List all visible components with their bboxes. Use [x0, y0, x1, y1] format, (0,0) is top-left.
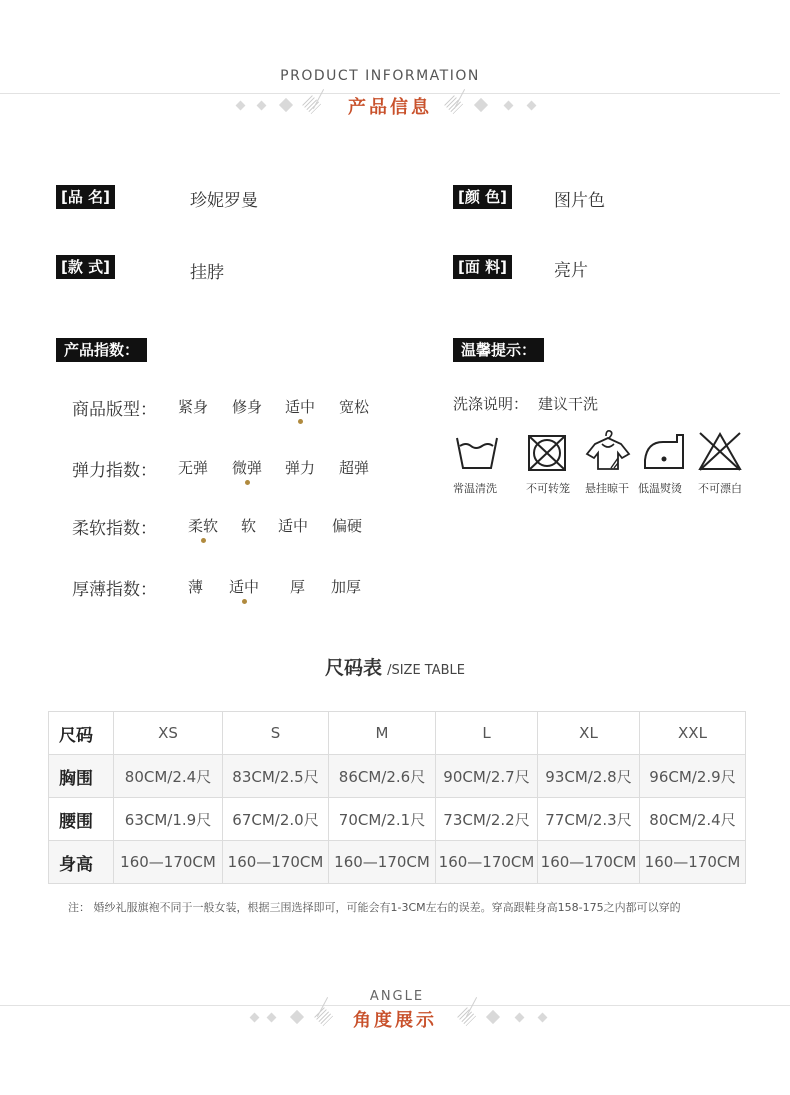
- size-row-label: 腰围: [49, 798, 114, 841]
- no-tumble-dry-icon: [527, 434, 567, 476]
- size-cell: 63CM/1.9尺: [114, 798, 223, 841]
- size-header-cell: XS: [114, 712, 223, 755]
- size-cell: 160—170CM: [538, 841, 640, 884]
- size-cell: 90CM/2.7尺: [436, 755, 538, 798]
- size-cell: 160—170CM: [436, 841, 538, 884]
- style-value: 挂脖: [190, 263, 224, 283]
- size-table-title: [0, 653, 790, 680]
- index-option: 适中: [278, 517, 309, 535]
- wash-instruction-value: 建议干洗: [538, 395, 599, 413]
- index-row-label: 弹力指数：: [72, 461, 157, 481]
- index-option: 修身: [232, 398, 263, 416]
- size-header-cell: XL: [538, 712, 640, 755]
- size-cell: 160—170CM: [329, 841, 436, 884]
- size-cell: 70CM/2.1尺: [329, 798, 436, 841]
- table-row: [49, 841, 746, 884]
- index-option: 弹力: [285, 459, 316, 477]
- size-cell: 160—170CM: [640, 841, 746, 884]
- index-option: 宽松: [339, 398, 370, 416]
- index-row-label: 商品版型：: [72, 400, 157, 420]
- selected-indicator-dot: [242, 599, 247, 604]
- index-row-label: 柔软指数：: [72, 519, 157, 539]
- index-option: 偏硬: [332, 517, 363, 535]
- size-cell: 73CM/2.2尺: [436, 798, 538, 841]
- size-header-cell: S: [223, 712, 329, 755]
- index-option: 适中: [229, 578, 260, 596]
- iron-low-icon: [643, 432, 685, 476]
- selected-indicator-dot: [245, 480, 250, 485]
- size-header-label: 尺码: [49, 712, 114, 755]
- angle-title-en: ANGLE: [369, 989, 425, 1004]
- size-cell: 80CM/2.4尺: [114, 755, 223, 798]
- size-header-cell: M: [329, 712, 436, 755]
- size-table-title-en: /SIZE TABLE: [387, 663, 466, 678]
- index-option: 厚: [290, 578, 306, 596]
- size-note: 注： 婚纱礼服旗袍不同于一般女装，根据三围选择即可，可能会有1-3CM左右的误差。穿高跟鞋身高158-175之内都可以穿的: [68, 901, 681, 914]
- size-table-title-cn: 尺码表: [324, 657, 382, 679]
- size-cell: 83CM/2.5尺: [223, 755, 329, 798]
- no-bleach-icon: [697, 430, 743, 476]
- care-label-wash: 常温清洗: [453, 482, 497, 495]
- index-option: 紧身: [178, 398, 209, 416]
- index-row-label: 厚薄指数：: [72, 580, 157, 600]
- index-option: 加厚: [331, 578, 362, 596]
- size-cell: 80CM/2.4尺: [640, 798, 746, 841]
- size-cell: 77CM/2.3尺: [538, 798, 640, 841]
- selected-indicator-dot: [298, 419, 303, 424]
- fabric-value: 亮片: [554, 261, 588, 281]
- index-option: 薄: [188, 578, 204, 596]
- index-option: 软: [241, 517, 257, 535]
- index-option: 超弹: [339, 459, 370, 477]
- size-table: [48, 711, 746, 884]
- tag-style: [款 式]: [56, 255, 115, 279]
- care-tips-tag: 温馨提示：: [453, 338, 544, 362]
- product-info-title-en: PRODUCT INFORMATION: [280, 68, 480, 84]
- care-label-hang-dry: 悬挂晾干: [585, 482, 629, 495]
- tag-fabric: [面 料]: [453, 255, 512, 279]
- size-row-label: 身高: [49, 841, 114, 884]
- care-label-iron: 低温熨烫: [638, 482, 682, 495]
- angle-title-cn: 角度展示: [353, 1010, 437, 1031]
- size-cell: 86CM/2.6尺: [329, 755, 436, 798]
- table-row: [49, 798, 746, 841]
- index-option: 适中: [285, 398, 316, 416]
- index-option: 柔软: [188, 517, 219, 535]
- size-cell: 160—170CM: [223, 841, 329, 884]
- product-name-value: 珍妮罗曼: [190, 191, 258, 211]
- size-cell: 67CM/2.0尺: [223, 798, 329, 841]
- wash-instruction-label: 洗涤说明：: [453, 395, 529, 413]
- index-option: 无弹: [178, 459, 209, 477]
- product-info-title-cn: 产品信息: [348, 97, 432, 118]
- tag-product-name: [品 名]: [56, 185, 115, 209]
- wash-tub-icon: [455, 434, 499, 476]
- care-label-no-bleach: 不可漂白: [698, 482, 742, 495]
- size-cell: 160—170CM: [114, 841, 223, 884]
- size-header-cell: XXL: [640, 712, 746, 755]
- table-row: [49, 755, 746, 798]
- size-cell: 96CM/2.9尺: [640, 755, 746, 798]
- selected-indicator-dot: [201, 538, 206, 543]
- tag-color: [颜 色]: [453, 185, 512, 209]
- index-option: 微弹: [232, 459, 263, 477]
- size-header-cell: L: [436, 712, 538, 755]
- size-row-label: 胸围: [49, 755, 114, 798]
- hang-dry-icon: [585, 428, 631, 476]
- size-header-row: [49, 712, 746, 755]
- care-label-no-tumble: 不可转笼: [526, 482, 570, 495]
- color-value: 图片色: [554, 191, 605, 211]
- product-index-tag: 产品指数：: [56, 338, 147, 362]
- size-cell: 93CM/2.8尺: [538, 755, 640, 798]
